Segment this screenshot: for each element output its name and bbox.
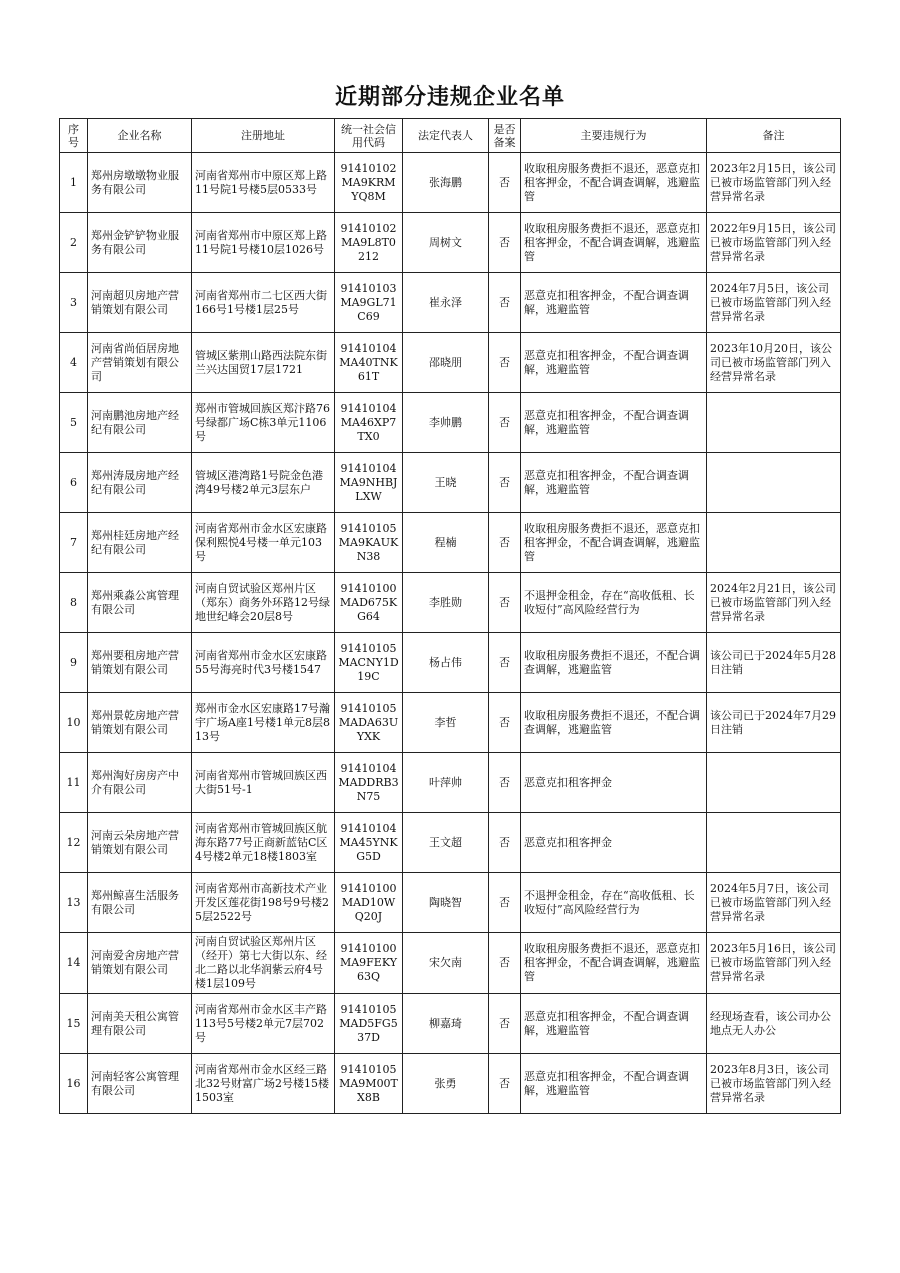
cell-filed: 否: [489, 273, 521, 333]
cell-company-name: 郑州淘好房房产中介有限公司: [88, 753, 192, 813]
cell-address: 河南省郑州市二七区西大街166号1号楼1层25号: [192, 273, 335, 333]
cell-credit-code: 91410104MA46XP7TX0: [335, 393, 403, 453]
table-row: [60, 333, 841, 393]
cell-company-name: 郑州景乾房地产营销策划有限公司: [88, 693, 192, 753]
cell-remark: 2022年9月15日，该公司已被市场监管部门列入经营异常名录: [707, 213, 841, 273]
cell-credit-code: 91410104MA9NHBJLXW: [335, 453, 403, 513]
cell-remark: [707, 753, 841, 813]
cell-company-name: 郑州桂廷房地产经纪有限公司: [88, 513, 192, 573]
cell-violation: 恶意克扣租客押金，不配合调查调解，逃避监管: [521, 994, 707, 1054]
header-no: 序号: [60, 119, 88, 153]
cell-violation: 收取租房服务费拒不退还，不配合调查调解，逃避监管: [521, 693, 707, 753]
cell-filed: 否: [489, 513, 521, 573]
cell-address: 河南省郑州市中原区郑上路11号院1号楼10层1026号: [192, 213, 335, 273]
cell-violation: 恶意克扣租客押金: [521, 753, 707, 813]
cell-filed: 否: [489, 813, 521, 873]
cell-company-name: 郑州要租房地产营销策划有限公司: [88, 633, 192, 693]
cell-filed: 否: [489, 333, 521, 393]
cell-violation: 收取租房服务费拒不退还，恶意克扣租客押金，不配合调查调解，逃避监管: [521, 933, 707, 994]
cell-no: 7: [60, 513, 88, 573]
cell-company-name: 河南云朵房地产营销策划有限公司: [88, 813, 192, 873]
cell-company-name: 郑州鲸喜生活服务有限公司: [88, 873, 192, 933]
cell-credit-code: 91410105MADA63UYXK: [335, 693, 403, 753]
table-row: [60, 873, 841, 933]
cell-remark: [707, 453, 841, 513]
cell-no: 13: [60, 873, 88, 933]
cell-no: 14: [60, 933, 88, 994]
table-row: [60, 453, 841, 513]
cell-legal-rep: 王文超: [403, 813, 489, 873]
cell-filed: 否: [489, 633, 521, 693]
cell-legal-rep: 王晓: [403, 453, 489, 513]
cell-violation: 不退押金租金，存在“高收低租、长收短付”高风险经营行为: [521, 573, 707, 633]
cell-credit-code: 91410100MAD10WQ20J: [335, 873, 403, 933]
cell-filed: 否: [489, 153, 521, 213]
table-body: [60, 153, 841, 1114]
header-violation: 主要违规行为: [521, 119, 707, 153]
cell-remark: 2023年10月20日，该公司已被市场监管部门列入经营异常名录: [707, 333, 841, 393]
table-row: [60, 1054, 841, 1114]
cell-address: 河南自贸试验区郑州片区（经开）第七大街以东、经北二路以北华润紫云府4号楼1层109号: [192, 933, 335, 994]
cell-address: 管城区港湾路1号院金色港湾49号楼2单元3层东户: [192, 453, 335, 513]
cell-credit-code: 91410105MA9M00TX8B: [335, 1054, 403, 1114]
table-row: [60, 513, 841, 573]
cell-remark: 2023年8月3日，该公司已被市场监管部门列入经营异常名录: [707, 1054, 841, 1114]
cell-filed: 否: [489, 873, 521, 933]
cell-address: 河南省郑州市金水区宏康路保利熙悦4号楼一单元103号: [192, 513, 335, 573]
table-row: [60, 994, 841, 1054]
cell-credit-code: 91410103MA9GL71C69: [335, 273, 403, 333]
cell-company-name: 郑州乘淼公寓管理有限公司: [88, 573, 192, 633]
cell-credit-code: 91410100MAD675KG64: [335, 573, 403, 633]
page-title: 近期部分违规企业名单: [334, 85, 565, 110]
cell-address: 河南省郑州市高新技术产业开发区莲花街198号9号楼25层2522号: [192, 873, 335, 933]
cell-violation: 收取租房服务费拒不退还，恶意克扣租客押金，不配合调查调解，逃避监管: [521, 213, 707, 273]
header-address: 注册地址: [192, 119, 335, 153]
cell-legal-rep: 杨占伟: [403, 633, 489, 693]
table-header-row: [60, 119, 841, 153]
cell-legal-rep: 李胜勋: [403, 573, 489, 633]
cell-credit-code: 91410102MA9KRMYQ8M: [335, 153, 403, 213]
table-row: [60, 933, 841, 994]
cell-credit-code: 91410100MA9FEKY63Q: [335, 933, 403, 994]
table-row: [60, 213, 841, 273]
header-filed: 是否备案: [489, 119, 521, 153]
cell-remark: 2024年2月21日，该公司已被市场监管部门列入经营异常名录: [707, 573, 841, 633]
cell-address: 河南自贸试验区郑州片区（郑东）商务外环路12号绿地世纪峰会20层8号: [192, 573, 335, 633]
cell-legal-rep: 崔永泽: [403, 273, 489, 333]
table-row: [60, 393, 841, 453]
header-company-name: 企业名称: [88, 119, 192, 153]
cell-legal-rep: 周树文: [403, 213, 489, 273]
cell-company-name: 河南超贝房地产营销策划有限公司: [88, 273, 192, 333]
cell-remark: 该公司已于2024年5月28日注销: [707, 633, 841, 693]
cell-legal-rep: 张海鹏: [403, 153, 489, 213]
cell-no: 12: [60, 813, 88, 873]
cell-company-name: 郑州涛晟房地产经纪有限公司: [88, 453, 192, 513]
header-legal-rep: 法定代表人: [403, 119, 489, 153]
cell-company-name: 河南鹏池房地产经纪有限公司: [88, 393, 192, 453]
cell-address: 河南省郑州市金水区经三路北32号财富广场2号楼15楼1503室: [192, 1054, 335, 1114]
table-row: [60, 153, 841, 213]
cell-company-name: 河南美天租公寓管理有限公司: [88, 994, 192, 1054]
cell-violation: 收取租房服务费拒不退还，不配合调查调解，逃避监管: [521, 633, 707, 693]
cell-no: 3: [60, 273, 88, 333]
cell-remark: 2024年5月7日，该公司已被市场监管部门列入经营异常名录: [707, 873, 841, 933]
cell-address: 郑州市管城回族区郑汴路76号绿都广场C栋3单元1106号: [192, 393, 335, 453]
cell-legal-rep: 张勇: [403, 1054, 489, 1114]
cell-filed: 否: [489, 933, 521, 994]
cell-company-name: 郑州房墩墩物业服务有限公司: [88, 153, 192, 213]
cell-remark: 该公司已于2024年7月29日注销: [707, 693, 841, 753]
cell-legal-rep: 叶萍帅: [403, 753, 489, 813]
cell-filed: 否: [489, 453, 521, 513]
table-row: [60, 693, 841, 753]
cell-legal-rep: 柳嘉琦: [403, 994, 489, 1054]
cell-no: 5: [60, 393, 88, 453]
cell-legal-rep: 宋欠南: [403, 933, 489, 994]
cell-credit-code: 91410104MADDRB3N75: [335, 753, 403, 813]
cell-no: 9: [60, 633, 88, 693]
cell-remark: [707, 393, 841, 453]
cell-address: 河南省郑州市金水区丰产路113号5号楼2单元7层702号: [192, 994, 335, 1054]
cell-legal-rep: 程楠: [403, 513, 489, 573]
cell-violation: 收取租房服务费拒不退还，恶意克扣租客押金，不配合调查调解，逃避监管: [521, 513, 707, 573]
cell-violation: 收取租房服务费拒不退还，恶意克扣租客押金，不配合调查调解，逃避监管: [521, 153, 707, 213]
table-row: [60, 753, 841, 813]
table-row: [60, 573, 841, 633]
cell-violation: 恶意克扣租客押金，不配合调查调解，逃避监管: [521, 1054, 707, 1114]
cell-filed: 否: [489, 753, 521, 813]
cell-filed: 否: [489, 1054, 521, 1114]
cell-no: 1: [60, 153, 88, 213]
cell-remark: 2024年7月5日，该公司已被市场监管部门列入经营异常名录: [707, 273, 841, 333]
cell-no: 10: [60, 693, 88, 753]
cell-address: 河南省郑州市管城回族区西大街51号-1: [192, 753, 335, 813]
cell-filed: 否: [489, 213, 521, 273]
cell-credit-code: 91410104MA45YNKG5D: [335, 813, 403, 873]
cell-remark: 2023年5月16日，该公司已被市场监管部门列入经营异常名录: [707, 933, 841, 994]
cell-address: 河南省郑州市金水区宏康路55号海亮时代3号楼1547: [192, 633, 335, 693]
cell-address: 管城区紫荆山路西法院东街兰兴达国贸17层1721: [192, 333, 335, 393]
cell-no: 16: [60, 1054, 88, 1114]
header-remark: 备注: [707, 119, 841, 153]
cell-legal-rep: 李哲: [403, 693, 489, 753]
cell-remark: [707, 513, 841, 573]
cell-company-name: 郑州金铲铲物业服务有限公司: [88, 213, 192, 273]
cell-no: 4: [60, 333, 88, 393]
cell-filed: 否: [489, 693, 521, 753]
cell-remark: 2023年2月15日，该公司已被市场监管部门列入经营异常名录: [707, 153, 841, 213]
cell-violation: 恶意克扣租客押金，不配合调查调解，逃避监管: [521, 393, 707, 453]
cell-remark: 经现场查看，该公司办公地点无人办公: [707, 994, 841, 1054]
cell-address: 郑州市金水区宏康路17号瀚宇广场A座1号楼1单元8层813号: [192, 693, 335, 753]
cell-credit-code: 91410105MAD5FG537D: [335, 994, 403, 1054]
cell-company-name: 河南爱舍房地产营销策划有限公司: [88, 933, 192, 994]
table-row: [60, 633, 841, 693]
table-row: [60, 813, 841, 873]
cell-remark: [707, 813, 841, 873]
cell-filed: 否: [489, 994, 521, 1054]
cell-no: 8: [60, 573, 88, 633]
cell-violation: 恶意克扣租客押金，不配合调查调解，逃避监管: [521, 333, 707, 393]
header-credit-code: 统一社会信用代码: [335, 119, 403, 153]
cell-violation: 不退押金租金，存在“高收低租、长收短付”高风险经营行为: [521, 873, 707, 933]
cell-credit-code: 91410105MA9KAUKN38: [335, 513, 403, 573]
cell-filed: 否: [489, 573, 521, 633]
cell-violation: 恶意克扣租客押金: [521, 813, 707, 873]
cell-credit-code: 91410104MA40TNK61T: [335, 333, 403, 393]
cell-filed: 否: [489, 393, 521, 453]
cell-legal-rep: 邵晓朋: [403, 333, 489, 393]
cell-violation: 恶意克扣租客押金，不配合调查调解，逃避监管: [521, 273, 707, 333]
cell-no: 11: [60, 753, 88, 813]
cell-credit-code: 91410102MA9L8T0212: [335, 213, 403, 273]
cell-address: 河南省郑州市中原区郑上路11号院1号楼5层0533号: [192, 153, 335, 213]
table-row: [60, 273, 841, 333]
cell-credit-code: 91410105MACNY1D19C: [335, 633, 403, 693]
cell-legal-rep: 李帅鹏: [403, 393, 489, 453]
cell-address: 河南省郑州市管城回族区航海东路77号正商新蓝钻C区4号楼2单元18楼1803室: [192, 813, 335, 873]
cell-no: 2: [60, 213, 88, 273]
cell-company-name: 河南省尚佰居房地产营销策划有限公司: [88, 333, 192, 393]
cell-no: 15: [60, 994, 88, 1054]
violation-table: [59, 118, 841, 1114]
cell-company-name: 河南轻客公寓管理有限公司: [88, 1054, 192, 1114]
cell-violation: 恶意克扣租客押金，不配合调查调解，逃避监管: [521, 453, 707, 513]
cell-no: 6: [60, 453, 88, 513]
cell-legal-rep: 陶晓智: [403, 873, 489, 933]
